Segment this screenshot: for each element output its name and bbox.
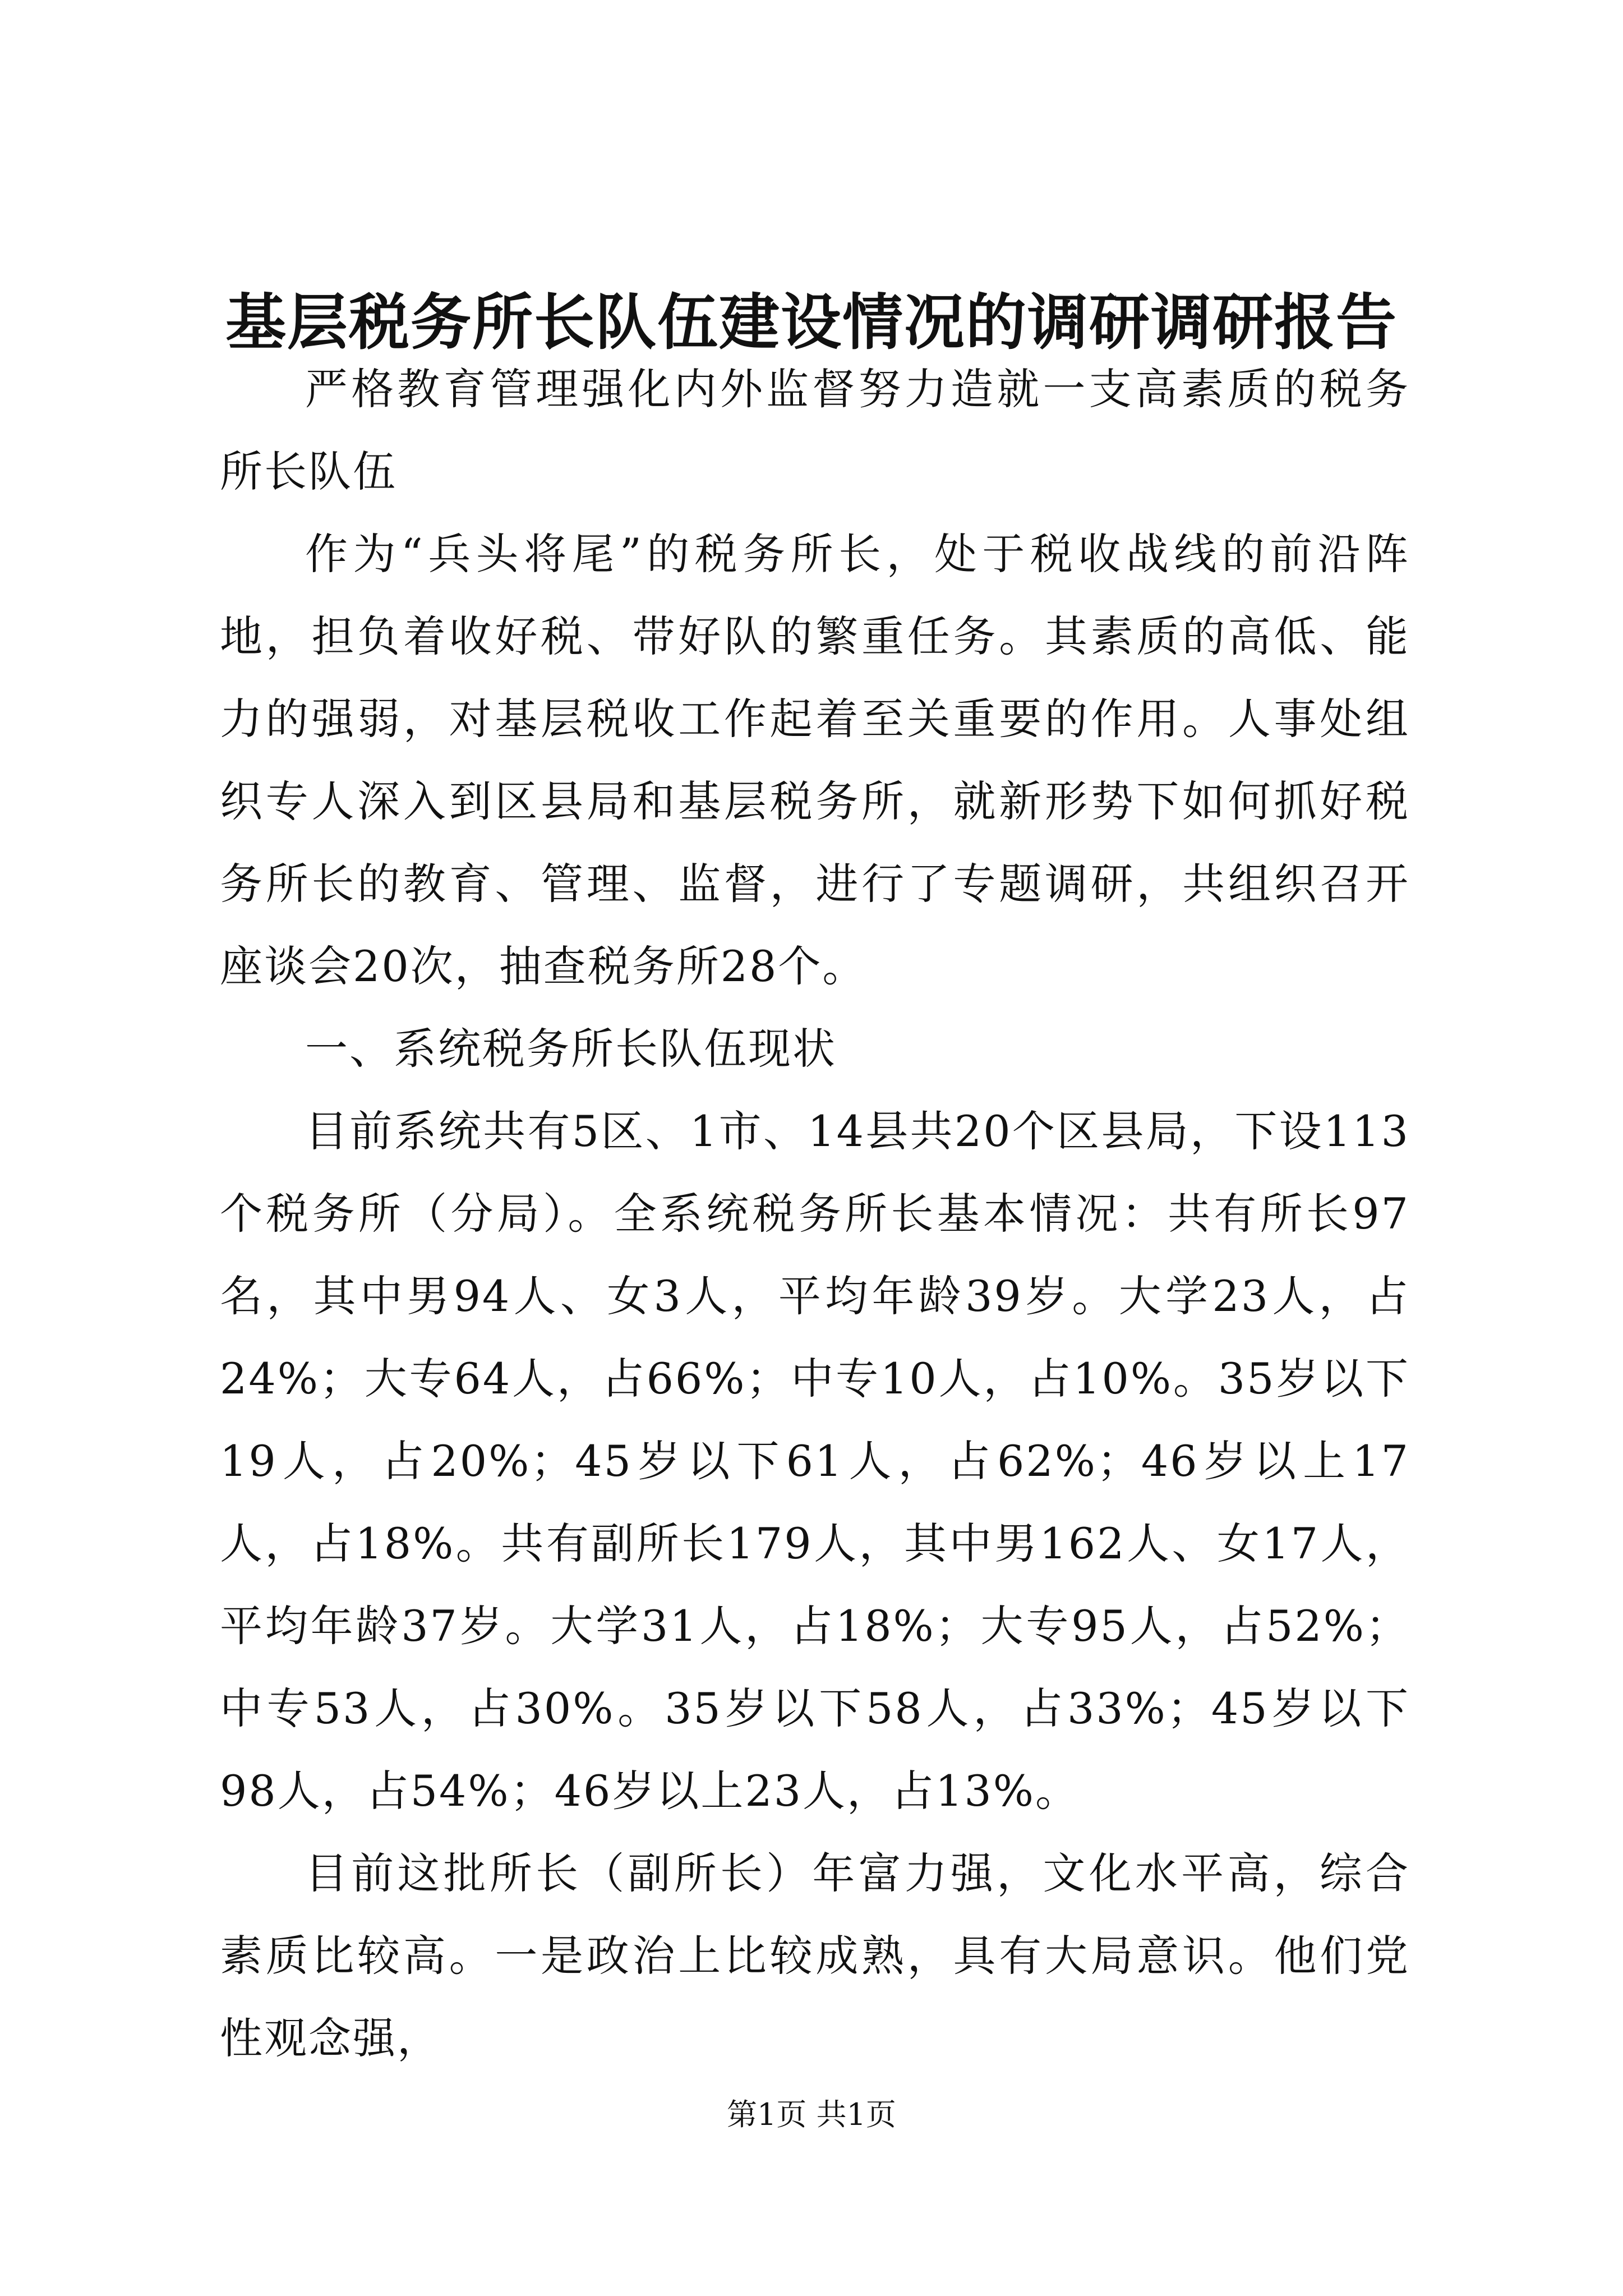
quality-paragraph: 目前这批所长（副所长）年富力强，文化水平高，综合素质比较高。一是政治上比较成熟，具有大局意识。他们党性观念强， — [220, 1848, 1410, 2063]
section-heading: 一、系统税务所长队伍现状 — [305, 1024, 837, 1074]
statistics-paragraph: 目前系统共有5区、1市、14县共20个区县局，下设113个税务所（分局）。全系统税务所长基本情况：共有所长97名，其中男94人、女3人，平均年龄39岁。大学23人，占24%；大专64人，占66%；中专10人，占10%。35岁以下19人，占20%；45岁以下61人，占62%；46岁以上17人，占18%。共有副所长179人，其中男162人、女17人，平均年龄37岁。大学31人，占18%；大专95人，占52%；中专53人，占30%。35岁以下58人，占33%；45岁以下98人，占54%；46岁以上23人，占13%。 — [220, 1106, 1410, 1816]
intro-paragraph: 作为“兵头将尾”的税务所长，处于税收战线的前沿阵地，担负着收好税、带好队的繁重任务。其素质的高低、能力的强弱，对基层税收工作起着至关重要的作用。人事处组织专人深入到区县局和基层税务所，就新形势下如何抓好税务所长的教育、管理、监督，进行了专题调研，共组织召开座谈会20次，抽查税务所28个。 — [220, 529, 1410, 991]
document-title: 基层税务所长队伍建设情况的调研调研报告 — [225, 287, 1398, 358]
page-footer: 第1页 共1页 — [727, 2097, 896, 2132]
subtitle-paragraph: 严格教育管理强化内外监督努力造就一支高素质的税务所长队伍 — [220, 364, 1410, 496]
document-body — [220, 348, 1410, 2079]
